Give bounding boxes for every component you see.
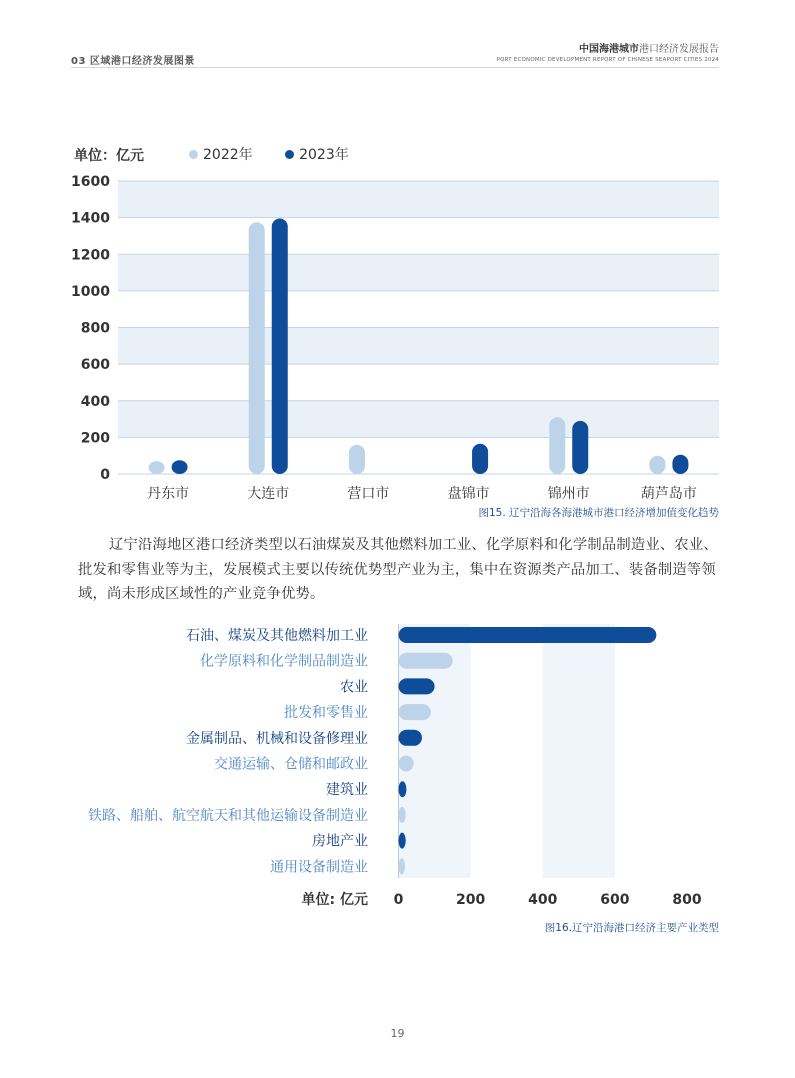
legend-item-2022: [189, 144, 253, 164]
legend-label-2023: 2023年: [299, 147, 349, 163]
fig15-ytick-label: 1000: [71, 283, 110, 300]
fig15-xtick-label: 营口市: [347, 486, 390, 502]
fig15-bar-2023: [672, 455, 688, 474]
fig16-bar: [399, 781, 407, 797]
fig15-xtick-label: 盘锦市: [447, 486, 490, 502]
legend-label-2022: 2022年: [203, 147, 253, 163]
fig15-bar-2023: [172, 460, 188, 474]
fig15-caption: 图15. 辽宁沿海各海港城市港口经济增加值变化趋势: [478, 507, 719, 519]
legend-item-2023: [285, 144, 349, 164]
fig15-bar-2022: [149, 461, 165, 474]
fig15-xtick-label: 葫芦岛市: [640, 486, 697, 502]
fig16-bar: [399, 833, 406, 849]
fig15-bar-2023: [272, 219, 288, 474]
legend-swatch-2022: [189, 150, 198, 159]
fig16-grid-band: [543, 624, 615, 878]
fig16-xtick-label: 600: [600, 892, 630, 908]
fig15-ytick-label: 1400: [71, 210, 110, 227]
fig16-unit-label: 单位: 亿元: [301, 892, 368, 908]
legend-swatch-2023: [285, 150, 294, 159]
fig15-grid-band: [118, 254, 719, 291]
fig16-category-label: 化学原料和化学制品制造业: [200, 653, 368, 670]
report-title-rest: 港口经济发展报告: [639, 44, 719, 55]
fig15-ytick-label: 0: [100, 467, 110, 483]
fig15-bar-2022: [349, 445, 365, 474]
fig15-unit-label: 单位：亿元: [74, 148, 144, 164]
fig15-grid-band: [118, 181, 719, 218]
fig16-category-label: 房地产业: [312, 833, 368, 850]
fig16-xtick-label: 400: [528, 892, 558, 908]
fig15-grid-band: [118, 401, 719, 438]
header-divider: [71, 67, 719, 68]
fig16-bar: [399, 704, 431, 720]
fig16-bar: [399, 807, 406, 823]
fig16-xtick-label: 0: [393, 892, 404, 908]
fig15-ytick-label: 600: [80, 357, 110, 374]
fig16-bar: [399, 858, 405, 874]
report-title-bold: 中国海港城市: [579, 44, 639, 55]
fig16-category-label: 石油、煤炭及其他燃料加工业: [186, 628, 368, 644]
fig16-category-label: 建筑业: [326, 782, 368, 799]
fig16-bar: [399, 653, 453, 669]
fig16-caption: 图16.辽宁沿海港口经济主要产业类型: [544, 922, 719, 934]
fig15-ytick-label: 200: [80, 430, 110, 447]
fig15-ytick-label: 1600: [71, 174, 110, 190]
fig16-category-label: 批发和零售业: [284, 705, 368, 722]
fig16-bar: [399, 730, 422, 746]
fig15-bar-2022: [649, 456, 665, 474]
fig16-bar: [399, 627, 657, 643]
fig16-category-label: 农业: [340, 679, 368, 696]
fig15-xtick-label: 丹东市: [147, 486, 190, 502]
fig16-category-label: 交通运输、仓储和邮政业: [214, 756, 368, 773]
page-number: 19: [390, 1027, 405, 1040]
section-label: 03 区域港口经济发展图景: [71, 56, 195, 67]
fig15-bar-2023: [472, 444, 488, 474]
body-paragraph-text: 辽宁沿海地区港口经济类型以石油煤炭及其他燃料加工业、化学原料和化学制品制造业、农业、批发和零售业等为主，发展模式主要以传统优势型产业为主，集中在资源类产品加工、装备制造等领域，尚未形成区域性的产业竞争优势。: [78, 537, 718, 602]
report-title: [497, 40, 719, 63]
fig16-category-label: 金属制品、机械和设备修理业: [186, 730, 368, 747]
fig15-bar-2022: [549, 417, 565, 474]
fig16-category-label: 通用设备制造业: [270, 859, 368, 876]
fig15-xtick-label: 锦州市: [547, 486, 590, 502]
body-paragraph: [78, 533, 721, 607]
fig15-legend: [189, 144, 377, 164]
fig15-bar-2023: [572, 421, 588, 474]
fig15-ytick-label: 1200: [71, 247, 110, 264]
fig15-bar-2022: [249, 222, 265, 474]
fig16-bar: [399, 756, 414, 772]
fig15-ytick-label: 800: [80, 320, 110, 337]
fig15-ytick-label: 400: [80, 393, 110, 410]
fig15-grid-band: [118, 328, 719, 365]
fig16-xtick-label: 800: [672, 892, 702, 908]
fig16-xtick-label: 200: [456, 892, 486, 908]
fig16-category-label: 铁路、船舶、航空航天和其他运输设备制造业: [88, 807, 368, 824]
fig15-xtick-label: 大连市: [247, 486, 290, 502]
fig16-grid-band: [399, 624, 471, 878]
report-title-en: PORT ECONOMIC DEVELOPMENT REPORT OF CHINESE SEAPORT CITIES 2024: [496, 57, 719, 63]
fig16-bar: [399, 678, 435, 694]
